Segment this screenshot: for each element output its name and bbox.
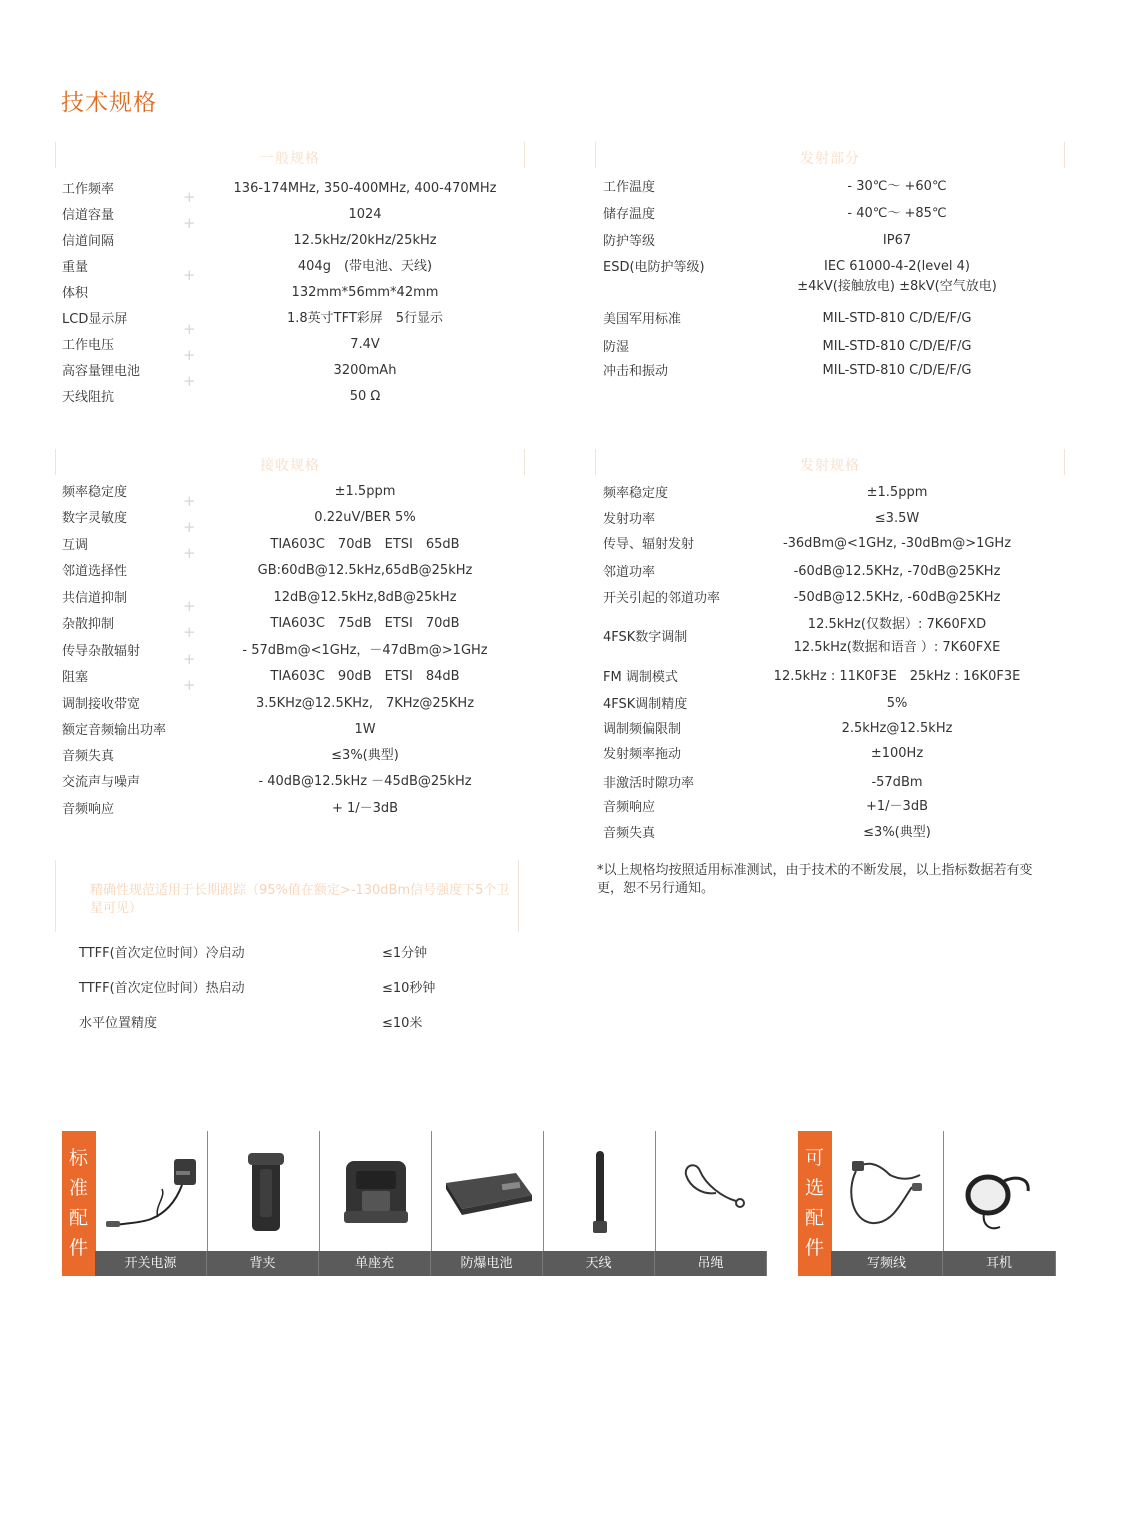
gps-row-label: TTFF(首次定位时间）冷启动 xyxy=(79,946,245,961)
transmit-row-label: 音频失真 xyxy=(603,826,656,841)
env-row-label: 防湿 xyxy=(603,340,630,355)
env-row-label: 储存温度 xyxy=(603,207,656,222)
transmit-row-value: -60dB@12.5KHz, -70dB@25KHz xyxy=(793,564,1001,579)
gps-note: 精确性规范适用于长期跟踪（95%值在额定>-130dBm信号强度下5个卫星可见） xyxy=(90,883,510,916)
transmit-row-label: 非激活时隙功率 xyxy=(603,776,695,791)
transmit-row-value: -50dB@12.5KHz, -60dB@25KHz xyxy=(793,590,1001,605)
transmit-row-label: 传导、辐射发射 xyxy=(603,537,695,552)
plus-decoration-icon: + xyxy=(183,492,196,510)
receive-row-label: 传导杂散辐射 xyxy=(62,644,141,659)
explosion-proof-battery-image xyxy=(431,1131,544,1251)
transmit-row-value: ≤3%(典型) xyxy=(863,825,931,840)
receive-section-header xyxy=(55,449,525,475)
env-row-value: MIL-STD-810 C/D/E/F/G xyxy=(822,339,972,354)
plus-decoration-icon: + xyxy=(183,320,196,338)
receive-row-label: 邻道选择性 xyxy=(62,564,128,579)
gps-row-value: ≤1分钟 xyxy=(382,946,428,961)
env-row-label: 冲击和振动 xyxy=(603,364,669,379)
gps-row-value: ≤10米 xyxy=(382,1016,423,1031)
accessory-label: 防爆电池 xyxy=(431,1251,543,1276)
env-row-value: ±4kV(接触放电) ±8kV(空气放电) xyxy=(797,279,997,294)
receive-row-value: - 57dBm@<1GHz，－47dBm@>1GHz xyxy=(242,643,488,658)
power-adapter-image xyxy=(95,1131,208,1251)
accessory-label: 天线 xyxy=(543,1251,655,1276)
env-section-header xyxy=(595,142,1065,168)
receive-row-value: 0.22uV/BER 5% xyxy=(314,510,416,525)
plus-decoration-icon: + xyxy=(183,346,196,364)
transmit-row-label: 音频响应 xyxy=(603,800,656,815)
plus-decoration-icon: + xyxy=(183,544,196,562)
transmit-row-label: 开关引起的邻道功率 xyxy=(603,591,721,606)
desktop-charger-image xyxy=(319,1131,432,1251)
receive-row-value: 1W xyxy=(354,722,376,737)
transmit-row-label: 发射功率 xyxy=(603,512,656,527)
receive-section-title: 接收规格 xyxy=(260,458,320,474)
env-row-label: 工作温度 xyxy=(603,180,656,195)
transmit-row-value: 5% xyxy=(886,696,908,711)
env-row-label: 防护等级 xyxy=(603,234,656,249)
transmit-section-header xyxy=(595,449,1065,475)
general-row-label: 重量 xyxy=(62,260,89,275)
general-row-label: 信道间隔 xyxy=(62,234,115,249)
transmit-row-label: FM 调制模式 xyxy=(603,670,678,685)
plus-decoration-icon: + xyxy=(183,372,196,390)
standard-accessories-title: 标 准 配 件 xyxy=(62,1131,95,1276)
general-row-value: 404g (带电池、天线) xyxy=(297,259,433,274)
transmit-row-label: 邻道功率 xyxy=(603,565,656,580)
transmit-row-value: +1/－3dB xyxy=(866,799,928,814)
receive-row-value: TIA603C 75dB ETSI 70dB xyxy=(270,616,460,631)
plus-decoration-icon: + xyxy=(183,214,196,232)
general-row-value: 1.8英寸TFT彩屏 5行显示 xyxy=(286,311,444,326)
gps-row-value: ≤10秒钟 xyxy=(382,981,436,996)
env-row-label: 美国军用标准 xyxy=(603,312,682,327)
receive-row-value: 3.5KHz@12.5KHz, 7KHz@25KHz xyxy=(255,696,475,711)
belt-clip-image xyxy=(207,1131,320,1251)
receive-row-label: 阻塞 xyxy=(62,670,89,685)
receive-row-label: 频率稳定度 xyxy=(62,485,128,500)
receive-row-label: 共信道抑制 xyxy=(62,591,128,606)
gps-note-box xyxy=(55,860,519,932)
plus-decoration-icon: + xyxy=(183,597,196,615)
general-row-value: 7.4V xyxy=(350,337,380,352)
general-row-label: 高容量锂电池 xyxy=(62,364,141,379)
receive-row-value: ≤3%(典型) xyxy=(331,748,399,763)
accessory-label: 单座充 xyxy=(319,1251,431,1276)
transmit-row-label: 频率稳定度 xyxy=(603,486,669,501)
receive-row-label: 交流声与噪声 xyxy=(62,775,141,790)
transmit-row-label: 发射频率拖动 xyxy=(603,747,682,762)
receive-row-value: ±1.5ppm xyxy=(334,484,396,499)
footnote: *以上规格均按照适用标准测试，由于技术的不断发展，以上指标数据若有变更，恕不另行通知。 xyxy=(597,863,1033,896)
antenna-image xyxy=(543,1131,656,1251)
gps-row-label: TTFF(首次定位时间）热启动 xyxy=(79,981,245,996)
transmit-row-value: ±100Hz xyxy=(870,746,924,761)
general-row-label: LCD显示屏 xyxy=(62,312,128,327)
transmit-row-value: 2.5kHz@12.5kHz xyxy=(841,721,953,736)
earphone-image xyxy=(943,1131,1056,1251)
general-row-label: 工作电压 xyxy=(62,338,115,353)
receive-row-label: 调制接收带宽 xyxy=(62,697,141,712)
general-row-value: 136-174MHz, 350-400MHz, 400-470MHz xyxy=(233,181,497,196)
general-section-header xyxy=(55,142,525,168)
env-row-label: ESD(电防护等级) xyxy=(603,260,705,275)
env-row-value: - 40℃～ +85℃ xyxy=(847,206,947,221)
plus-decoration-icon: + xyxy=(183,188,196,206)
lanyard-image xyxy=(655,1131,768,1251)
general-row-value: 132mm*56mm*42mm xyxy=(291,285,439,300)
transmit-row-label: 调制频偏限制 xyxy=(603,722,682,737)
transmit-row-label: 4FSK数字调制 xyxy=(603,630,688,645)
transmit-row-value: 12.5kHz(仅数据）: 7K60FXD xyxy=(807,617,987,632)
transmit-row-value: 12.5kHz(数据和语音 ）: 7K60FXE xyxy=(793,640,1001,655)
plus-decoration-icon: + xyxy=(183,650,196,668)
receive-row-value: 12dB@12.5kHz,8dB@25kHz xyxy=(273,590,457,605)
programming-cable-image xyxy=(831,1131,944,1251)
accessory-label: 耳机 xyxy=(943,1251,1056,1276)
receive-row-label: 额定音频输出功率 xyxy=(62,723,167,738)
env-row-value: MIL-STD-810 C/D/E/F/G xyxy=(822,363,972,378)
receive-row-value: TIA603C 90dB ETSI 84dB xyxy=(270,669,460,684)
transmit-row-label: 4FSK调制精度 xyxy=(603,697,688,712)
env-row-value: IEC 61000-4-2(level 4) xyxy=(824,259,970,274)
accessory-label: 背夹 xyxy=(207,1251,319,1276)
receive-row-label: 数字灵敏度 xyxy=(62,511,128,526)
accessory-label: 吊绳 xyxy=(655,1251,767,1276)
accessory-label: 写频线 xyxy=(831,1251,943,1276)
transmit-row-value: ±1.5ppm xyxy=(866,485,928,500)
general-row-value: 1024 xyxy=(348,207,382,222)
env-row-value: IP67 xyxy=(882,233,912,248)
general-row-label: 工作频率 xyxy=(62,182,115,197)
general-section-title: 一般规格 xyxy=(260,151,320,167)
general-row-value: 3200mAh xyxy=(333,363,397,378)
env-section-title: 发射部分 xyxy=(800,151,860,167)
receive-row-label: 音频失真 xyxy=(62,749,115,764)
general-row-label: 天线阻抗 xyxy=(62,390,115,405)
accessory-label: 开关电源 xyxy=(95,1251,207,1276)
receive-row-value: + 1/－3dB xyxy=(331,801,399,816)
env-row-value: MIL-STD-810 C/D/E/F/G xyxy=(822,311,972,326)
transmit-row-value: -36dBm@<1GHz, -30dBm@>1GHz xyxy=(782,536,1012,551)
page-title: 技术规格 xyxy=(61,90,157,116)
general-row-label: 体积 xyxy=(62,286,89,301)
transmit-row-value: -57dBm xyxy=(871,775,923,790)
receive-row-value: TIA603C 70dB ETSI 65dB xyxy=(270,537,460,552)
plus-decoration-icon: + xyxy=(183,518,196,536)
plus-decoration-icon: + xyxy=(183,266,196,284)
env-row-value: - 30℃～ +60℃ xyxy=(847,179,947,194)
receive-row-value: GB:60dB@12.5kHz,65dB@25kHz xyxy=(257,563,473,578)
receive-row-label: 音频响应 xyxy=(62,802,115,817)
receive-row-value: - 40dB@12.5kHz －45dB@25kHz xyxy=(258,774,472,789)
transmit-section-title: 发射规格 xyxy=(800,458,860,474)
general-row-value: 12.5kHz/20kHz/25kHz xyxy=(293,233,437,248)
gps-row-label: 水平位置精度 xyxy=(79,1016,158,1031)
general-row-value: 50 Ω xyxy=(349,389,381,404)
plus-decoration-icon: + xyxy=(183,623,196,641)
receive-row-label: 互调 xyxy=(62,538,89,553)
general-row-label: 信道容量 xyxy=(62,208,115,223)
optional-accessories-title: 可 选 配 件 xyxy=(798,1131,831,1276)
transmit-row-value: 12.5kHz : 11K0F3E 25kHz : 16K0F3E xyxy=(773,669,1021,684)
plus-decoration-icon: + xyxy=(183,676,196,694)
transmit-row-value: ≤3.5W xyxy=(874,511,920,526)
receive-row-label: 杂散抑制 xyxy=(62,617,115,632)
